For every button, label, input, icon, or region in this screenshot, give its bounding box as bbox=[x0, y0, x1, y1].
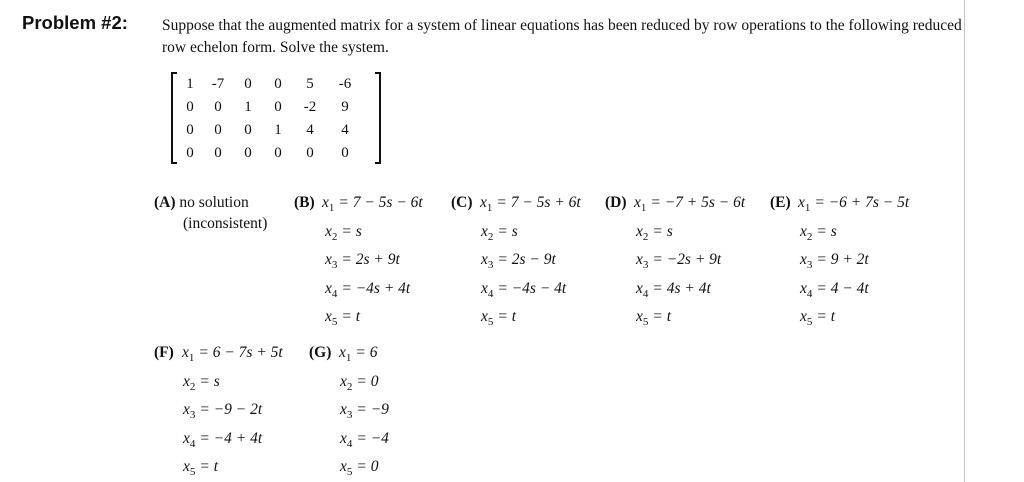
matrix-cell: 1 bbox=[186, 76, 194, 92]
matrix-cell: 0 bbox=[274, 99, 282, 115]
variable-x: x bbox=[636, 251, 643, 268]
option-b-equation bbox=[325, 223, 362, 243]
option-e-equation bbox=[800, 223, 837, 243]
matrix-cell: 5 bbox=[306, 76, 314, 92]
option-b-equation bbox=[325, 308, 360, 328]
equation-rhs: = t bbox=[199, 458, 219, 475]
option-e-equation bbox=[798, 194, 909, 214]
variable-x: x bbox=[340, 372, 347, 390]
variable-x: x bbox=[340, 458, 347, 475]
variable-index: 2 bbox=[806, 230, 813, 243]
option-f-equation bbox=[183, 401, 262, 421]
variable-index: 3 bbox=[806, 259, 813, 272]
equation-rhs: = s bbox=[341, 222, 362, 240]
variable-index: 1 bbox=[486, 202, 493, 215]
variable-x: x bbox=[325, 308, 332, 325]
matrix-cell: -6 bbox=[338, 76, 352, 92]
variable-index: 1 bbox=[345, 352, 352, 365]
variable-index: 3 bbox=[346, 409, 353, 422]
option-b-label: (B) bbox=[294, 194, 315, 211]
equation-rhs: = 6 − 7s + 5t bbox=[198, 344, 283, 361]
variable-index: 4 bbox=[346, 437, 353, 450]
matrix-cell: 0 bbox=[186, 122, 194, 138]
variable-x: x bbox=[325, 222, 332, 240]
variable-x: x bbox=[325, 251, 332, 268]
equation-rhs: = 2s + 9t bbox=[341, 251, 400, 268]
variable-index: 4 bbox=[806, 287, 813, 300]
equation-rhs: = −9 bbox=[356, 401, 389, 418]
equation-rhs: = −4 + 4t bbox=[199, 429, 263, 447]
option-c-equation bbox=[480, 194, 581, 214]
option-b-equation bbox=[325, 280, 410, 300]
variable-x: x bbox=[636, 222, 643, 240]
matrix-cell: -2 bbox=[303, 99, 317, 115]
option-b-equation bbox=[325, 251, 400, 271]
option-c-equation bbox=[481, 308, 516, 328]
equation-rhs: = 4s + 4t bbox=[652, 279, 711, 297]
option-g-equation bbox=[339, 344, 377, 364]
equation-rhs: = s bbox=[497, 222, 518, 240]
option-d-equation bbox=[636, 280, 711, 300]
variable-x: x bbox=[481, 222, 488, 240]
equation-rhs: = t bbox=[652, 308, 672, 325]
option-f-equation bbox=[182, 344, 283, 364]
option-d-equation bbox=[636, 308, 671, 328]
equation-rhs: = −4s − 4t bbox=[497, 279, 567, 297]
option-label: (A) bbox=[154, 194, 176, 211]
variable-index: 4 bbox=[331, 287, 338, 300]
matrix-cell: 0 bbox=[341, 145, 349, 161]
variable-x: x bbox=[183, 401, 190, 418]
equation-rhs: = t bbox=[341, 308, 361, 325]
equation-rhs: = −9 − 2t bbox=[199, 401, 263, 418]
variable-x: x bbox=[480, 194, 487, 211]
variable-index: 5 bbox=[642, 316, 649, 329]
option-e-label: (E) bbox=[770, 194, 791, 211]
option-a bbox=[154, 194, 249, 212]
matrix-cell: 1 bbox=[244, 99, 252, 115]
problem-statement: Suppose that the augmented matrix for a system of linear equations has been reduced by row operations to the following reduced row echelon form. Solve the system. bbox=[162, 17, 962, 56]
equation-rhs: = −4 bbox=[356, 429, 389, 447]
option-f-equation bbox=[183, 430, 262, 450]
variable-x: x bbox=[481, 279, 488, 297]
option-e-equation bbox=[800, 280, 869, 300]
matrix-cell: 0 bbox=[214, 122, 222, 138]
option-f-label: (F) bbox=[154, 344, 174, 361]
equation-rhs: = −6 + 7s − 5t bbox=[814, 194, 910, 211]
variable-index: 5 bbox=[346, 466, 353, 479]
option-e-equation bbox=[800, 251, 869, 271]
variable-index: 2 bbox=[642, 230, 649, 243]
matrix-cell: 0 bbox=[214, 145, 222, 161]
variable-index: 4 bbox=[487, 287, 494, 300]
equation-rhs: = 7 − 5s − 6t bbox=[338, 194, 423, 211]
option-c-equation bbox=[481, 223, 518, 243]
equation-rhs: = 0 bbox=[356, 372, 379, 390]
variable-x: x bbox=[183, 372, 190, 390]
option-g-equation bbox=[340, 373, 378, 393]
matrix-cell: 0 bbox=[186, 99, 194, 115]
option-c-equation bbox=[481, 251, 556, 271]
option-c-equation bbox=[481, 280, 566, 300]
equation-rhs: = 7 − 5s + 6t bbox=[496, 194, 581, 211]
matrix-cell: 0 bbox=[244, 76, 252, 92]
equation-rhs: = −4s + 4t bbox=[341, 279, 411, 297]
matrix-cell: 0 bbox=[214, 99, 222, 115]
variable-x: x bbox=[800, 308, 807, 325]
option-a-line-2: (inconsistent) bbox=[183, 215, 268, 232]
variable-x: x bbox=[183, 429, 190, 447]
equation-rhs: = −7 + 5s − 6t bbox=[650, 194, 746, 211]
equation-rhs: = t bbox=[497, 308, 517, 325]
option-e-equation bbox=[800, 308, 835, 328]
option-g-equation bbox=[340, 430, 389, 450]
variable-index: 2 bbox=[331, 230, 338, 243]
variable-index: 2 bbox=[189, 380, 196, 393]
option-d-equation bbox=[634, 194, 745, 214]
option-f-equation bbox=[183, 458, 218, 478]
matrix-right-bracket bbox=[375, 72, 381, 164]
variable-x: x bbox=[322, 194, 329, 211]
variable-x: x bbox=[800, 251, 807, 268]
variable-index: 1 bbox=[188, 352, 195, 365]
variable-index: 5 bbox=[487, 316, 494, 329]
matrix-cell: -7 bbox=[211, 76, 225, 92]
matrix-cell: 4 bbox=[341, 122, 349, 138]
equation-rhs: = s bbox=[816, 222, 837, 240]
variable-x: x bbox=[339, 344, 346, 361]
matrix-cell: 0 bbox=[274, 76, 282, 92]
option-g-label: (G) bbox=[309, 344, 332, 361]
variable-x: x bbox=[634, 194, 641, 211]
option-g-equation bbox=[340, 458, 378, 478]
equation-rhs: = 4 − 4t bbox=[816, 279, 869, 297]
option-d-label: (D) bbox=[605, 194, 627, 211]
variable-x: x bbox=[183, 458, 190, 475]
variable-x: x bbox=[481, 251, 488, 268]
page-divider bbox=[964, 0, 965, 482]
variable-x: x bbox=[182, 344, 189, 361]
equation-rhs: = 6 bbox=[355, 344, 378, 361]
variable-index: 5 bbox=[806, 316, 813, 329]
equation-rhs: = 0 bbox=[356, 458, 379, 475]
option-g-equation bbox=[340, 401, 389, 421]
equation-rhs: = t bbox=[816, 308, 836, 325]
variable-index: 4 bbox=[189, 437, 196, 450]
equation-rhs: = 2s − 9t bbox=[497, 251, 556, 268]
problem-title: Problem #2: bbox=[22, 12, 128, 33]
variable-index: 2 bbox=[346, 380, 353, 393]
equation-rhs: = s bbox=[199, 372, 220, 390]
variable-x: x bbox=[340, 429, 347, 447]
variable-x: x bbox=[798, 194, 805, 211]
option-f-equation bbox=[183, 373, 220, 393]
variable-index: 5 bbox=[189, 466, 196, 479]
matrix-cell: 4 bbox=[306, 122, 314, 138]
matrix-cell: 0 bbox=[306, 145, 314, 161]
option-d-equation bbox=[636, 223, 673, 243]
matrix-cell: 0 bbox=[244, 145, 252, 161]
variable-x: x bbox=[800, 222, 807, 240]
variable-index: 1 bbox=[640, 202, 647, 215]
variable-x: x bbox=[636, 279, 643, 297]
variable-x: x bbox=[481, 308, 488, 325]
variable-index: 5 bbox=[331, 316, 338, 329]
option-a-line-1: no solution bbox=[179, 194, 249, 211]
variable-index: 3 bbox=[642, 259, 649, 272]
variable-index: 2 bbox=[487, 230, 494, 243]
variable-x: x bbox=[636, 308, 643, 325]
variable-index: 3 bbox=[189, 409, 196, 422]
variable-x: x bbox=[800, 279, 807, 297]
matrix-cell: 0 bbox=[186, 145, 194, 161]
option-c-label: (C) bbox=[451, 194, 473, 211]
matrix-cell: 0 bbox=[244, 122, 252, 138]
augmented-matrix bbox=[171, 72, 381, 164]
option-b-equation bbox=[322, 194, 423, 214]
variable-x: x bbox=[325, 279, 332, 297]
variable-index: 1 bbox=[328, 202, 335, 215]
variable-index: 1 bbox=[804, 202, 811, 215]
equation-rhs: = −2s + 9t bbox=[652, 251, 722, 268]
matrix-cell: 9 bbox=[341, 99, 349, 115]
variable-index: 4 bbox=[642, 287, 649, 300]
matrix-cell: 1 bbox=[274, 122, 282, 138]
variable-index: 3 bbox=[487, 259, 494, 272]
variable-index: 3 bbox=[331, 259, 338, 272]
equation-rhs: = 9 + 2t bbox=[816, 251, 869, 268]
variable-x: x bbox=[340, 401, 347, 418]
matrix-cell: 0 bbox=[274, 145, 282, 161]
equation-rhs: = s bbox=[652, 222, 673, 240]
option-d-equation bbox=[636, 251, 721, 271]
